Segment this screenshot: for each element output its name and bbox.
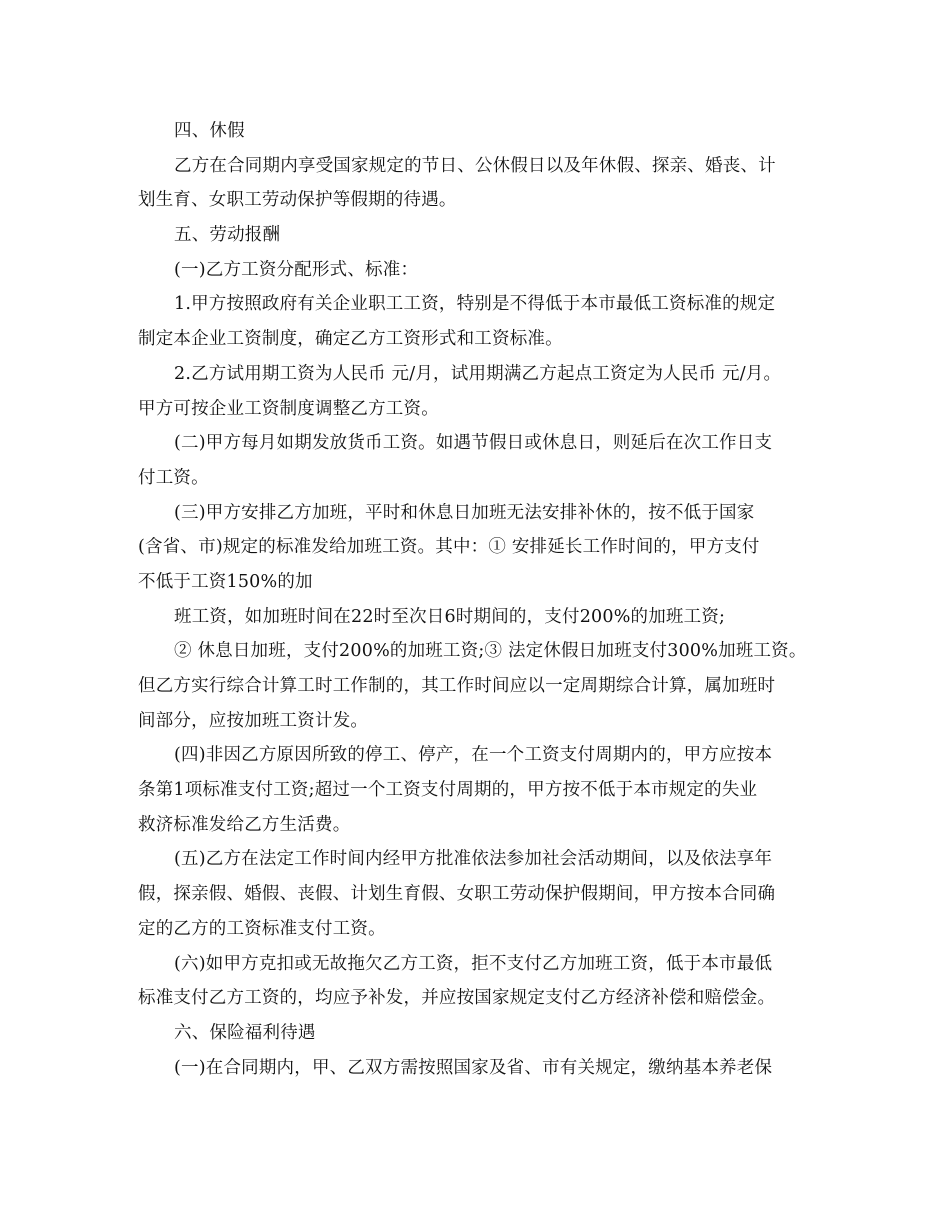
document-line: 乙方在合同期内享受国家规定的节日、公休假日以及年休假、探亲、婚丧、计 [174,155,776,176]
document-line: 制定本企业工资制度，确定乙方工资形式和工资标准。 [138,329,563,350]
document-line: 间部分，应按加班工资计发。 [138,710,369,731]
document-line: 条第1项标准支付工资;超过一个工资支付周期的，甲方按不低于本市规定的失业 [138,780,758,801]
document-line: (一)乙方工资分配形式、标准： [174,259,419,280]
document-line: (三)甲方安排乙方加班，平时和休息日加班无法安排补休的，按不低于国家 [174,502,755,523]
document-line: 划生育、女职工劳动保护等假期的待遇。 [138,190,457,211]
document-line: 2.乙方试用期工资为人民币 元/月，试用期满乙方起点工资定为人民币 元/月。 [174,363,782,384]
document-line: (一)在合同期内，甲、乙双方需按照国家及省、市有关规定，缴纳基本养老保 [174,1057,773,1078]
document-line: 付工资。 [138,467,209,488]
document-line: (六)如甲方克扣或无故拖欠乙方工资，拒不支付乙方加班工资，低于本市最低 [174,953,773,974]
document-line: 五、劳动报酬 [174,225,281,246]
document-line: 救济标准发给乙方生活费。 [138,814,351,835]
document-body [138,114,822,1085]
document-line: 不低于工资150%的加 [138,571,313,592]
document-line: (五)乙方在法定工作时间内经甲方批准依法参加社会活动期间，以及依法享年 [174,849,773,870]
document-line: 1.甲方按照政府有关企业职工工资，特别是不得低于本市最低工资标准的规定 [174,294,776,315]
document-line: (含省、市)规定的标准发给加班工资。其中：① 安排延长工作时间的，甲方支付 [138,537,760,558]
document-line: 甲方可按企业工资制度调整乙方工资。 [138,398,439,419]
document-line: 标准支付乙方工资的，均应予补发，并应按国家规定支付乙方经济补偿和赔偿金。 [138,988,776,1009]
document-line: 六、保险福利待遇 [174,1022,316,1043]
document-line: 假，探亲假、婚假、丧假、计划生育假、女职工劳动保护假期间，甲方按本合同确 [138,884,776,905]
document-line: ② 休息日加班，支付200%的加班工资;③ 法定休假日加班支付300%加班工资。 [174,641,807,662]
document-line: (四)非因乙方原因所致的停工、停产，在一个工资支付周期内的，甲方应按本 [174,745,773,766]
document-line: (二)甲方每月如期发放货币工资。如遇节假日或休息日，则延后在次工作日支 [174,433,773,454]
document-line: 四、休假 [174,121,245,141]
document-line: 但乙方实行综合计算工时工作制的，其工作时间应以一定周期综合计算，属加班时 [138,676,776,696]
document-line: 班工资，如加班时间在22时至次日6时期间的，支付200%的加班工资; [174,606,726,627]
document-line: 定的乙方的工资标准支付工资。 [138,918,386,939]
